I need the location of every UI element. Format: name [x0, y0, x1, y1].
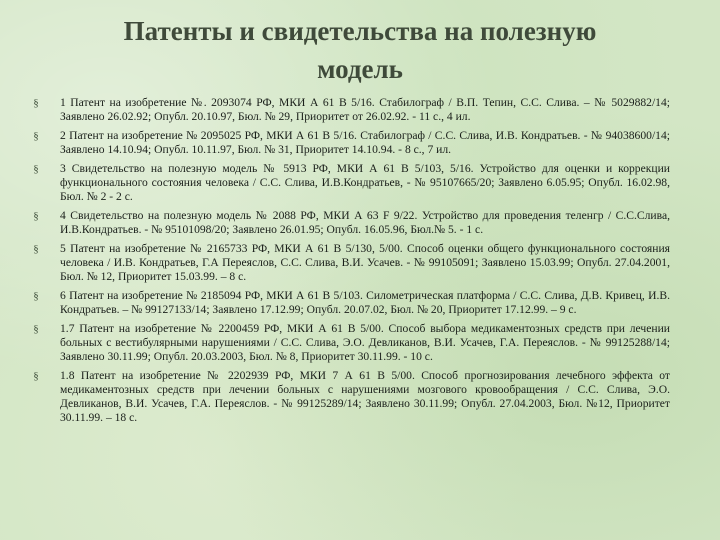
list-item [30, 242, 670, 284]
list-item [30, 322, 670, 364]
list-item-text: 1.8 Патент на изобретение № 2202939 РФ, МКИ 7 А 61 В 5/00. Способ прогнозирования лечебного эффекта от медикаментозных средств при лечении больных с нарушениями мозгового кровообращения / С.С. Слива, Э.О. Девликанов, В.И. Усачев, Г.А. Переяслов. - № 99125289/14; Заявлено 30.11.99; Опубл. 27.04.2003, Бюл. №12, Приоритет 30.11.99. – 18 с. [60, 369, 670, 424]
list-item-text: 6 Патент на изобретение № 2185094 РФ, МКИ А 61 В 5/103. Силометрическая платформа / С.С. Слива, Д.В. Кривец, И.В. Кондратьев. – № 99127133/14; Заявлено 17.12.99; Опубл. 20.07.02, Бюл. № 20, Приоритет 17.12.99. – 9 с. [60, 289, 670, 316]
list-item-text: 1.7 Патент на изобретение № 2200459 РФ, МКИ А 61 В 5/00. Способ выбора медикаментозных средств при лечении больных с вестибулярными нарушениями / С.С. Слива, Э.О. Девликанов, В.И. Усачев, Г.А. Переяслов. - № 99125288/14; Заявлено 30.11.99; Опубл. 20.03.2003, Бюл. № 8, Приоритет 30.11.99. - 10 с. [60, 322, 670, 363]
bullet-icon: § [33, 163, 39, 175]
page-title: Патенты и свидетельства на полезную модель [123, 16, 597, 84]
list-item [30, 162, 670, 204]
bullet-icon: § [33, 97, 39, 109]
list-item [30, 209, 670, 237]
bullet-icon: § [33, 210, 39, 222]
patent-list [30, 96, 670, 430]
bullet-icon: § [33, 323, 39, 335]
list-item-text: 1 Патент на изобретение №. 2093074 РФ, МКИ А 61 В 5/16. Стабилограф / В.П. Тепин, С.С. Слива. – № 5029882/14; Заявлено 26.02.92; Опубл. 20.10.97, Бюл. № 29, Приоритет от 26.02.92. - 11 с., 4 ил. [60, 96, 670, 123]
bullet-icon: § [33, 130, 39, 142]
list-item-text: 2 Патент на изобретение № 2095025 РФ, МКИ А 61 В 5/16. Стабилограф / С.С. Слива, И.В. Кондратьев. - № 94038600/14; Заявлено 14.10.94; Опубл. 10.11.97, Бюл. № 31, Приоритет 14.10.94. - 8 с., 7 ил. [60, 129, 670, 156]
bullet-icon: § [33, 243, 39, 255]
list-item [30, 369, 670, 425]
list-item-text: 5 Патент на изобретение № 2165733 РФ, МКИ А 61 В 5/130, 5/00. Способ оценки общего функционального состояния человека / И.В. Кондратьев, Г.А Переяслов, С.С. Слива, В.И. Усачев. - № 99105091; Заявлено 15.03.99; Опубл. 27.04.2001, Бюл. № 12, Приоритет 15.03.99. – 8 с. [60, 242, 670, 283]
list-item [30, 96, 670, 124]
bullet-icon: § [33, 290, 39, 302]
list-item-text: 3 Свидетельство на полезную модель № 5913 РФ, МКИ А 61 В 5/103, 5/16. Устройство для оценки и коррекции функционального состояния человека / С.С. Слива, И.В.Кондратьев, - № 95107665/20; Заявлено 6.05.95; Опубл. 16.02.98, Бюл. № 2 - 2 с. [60, 162, 670, 203]
bullet-icon: § [33, 370, 39, 382]
list-item-text: 4 Свидетельство на полезную модель № 2088 РФ, МКИ А 63 F 9/22. Устройство для проведения теленгр / С.С.Слива, И.В.Кондратьев. - № 95101098/20; Заявлено 26.01.95; Опубл. 16.05.96, Бюл.№ 5. - 1 с. [60, 209, 670, 236]
list-item [30, 129, 670, 157]
list-item [30, 289, 670, 317]
